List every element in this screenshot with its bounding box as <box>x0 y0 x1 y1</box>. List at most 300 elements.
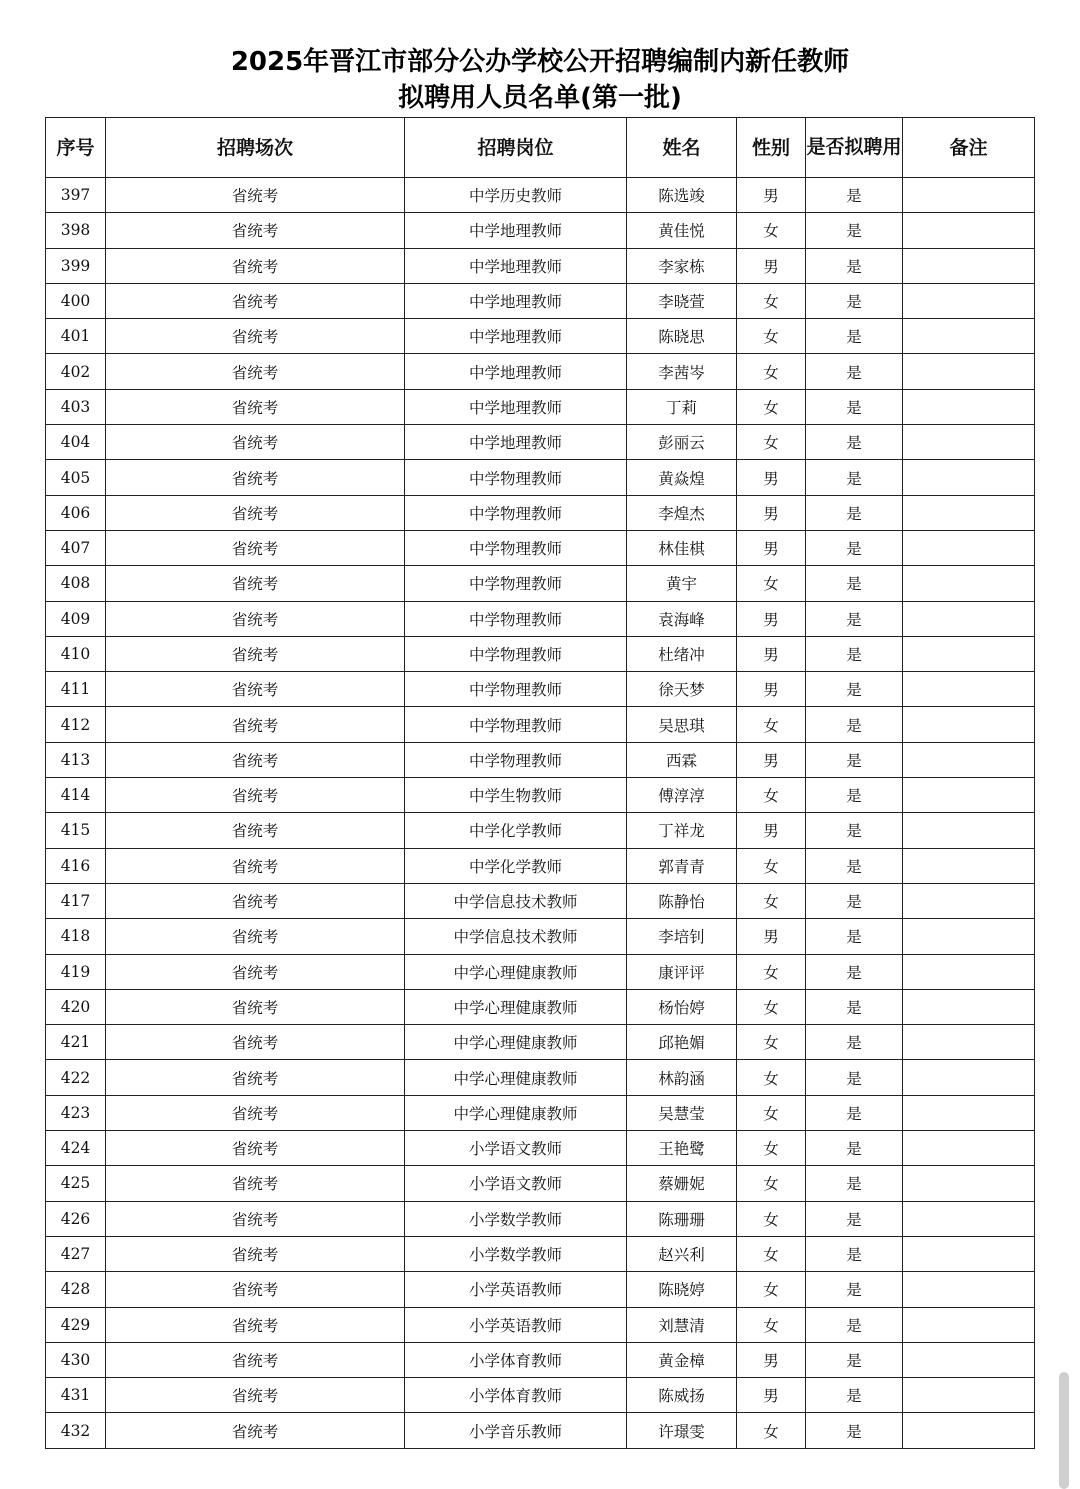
table-row <box>46 883 1035 918</box>
cell-hired: 是 <box>806 530 903 565</box>
cell-session: 省统考 <box>106 566 405 601</box>
cell-remark <box>903 248 1035 283</box>
table-row <box>46 1236 1035 1271</box>
cell-name: 袁海峰 <box>627 601 737 636</box>
cell-session: 省统考 <box>106 1201 405 1236</box>
cell-session: 省统考 <box>106 1378 405 1413</box>
cell-session: 省统考 <box>106 1060 405 1095</box>
table-row <box>46 742 1035 777</box>
cell-remark <box>903 813 1035 848</box>
cell-no: 403 <box>46 389 106 424</box>
cell-hired: 是 <box>806 954 903 989</box>
cell-hired: 是 <box>806 601 903 636</box>
cell-session: 省统考 <box>106 1095 405 1130</box>
cell-name: 陈静怡 <box>627 883 737 918</box>
cell-position: 中学地理教师 <box>405 319 627 354</box>
cell-position: 小学语文教师 <box>405 1131 627 1166</box>
cell-position: 小学体育教师 <box>405 1378 627 1413</box>
cell-name: 黄宇 <box>627 566 737 601</box>
cell-name: 丁祥龙 <box>627 813 737 848</box>
cell-no: 427 <box>46 1236 106 1271</box>
cell-remark <box>903 989 1035 1024</box>
cell-hired: 是 <box>806 178 903 213</box>
cell-gender: 女 <box>737 1025 806 1060</box>
cell-remark <box>903 178 1035 213</box>
cell-hired: 是 <box>806 1095 903 1130</box>
cell-position: 中学地理教师 <box>405 248 627 283</box>
cell-hired: 是 <box>806 248 903 283</box>
cell-no: 416 <box>46 848 106 883</box>
cell-session: 省统考 <box>106 530 405 565</box>
cell-remark <box>903 1307 1035 1342</box>
cell-gender: 女 <box>737 954 806 989</box>
cell-gender: 男 <box>737 601 806 636</box>
cell-position: 中学地理教师 <box>405 213 627 248</box>
cell-no: 431 <box>46 1378 106 1413</box>
cell-hired: 是 <box>806 672 903 707</box>
cell-session: 省统考 <box>106 495 405 530</box>
cell-remark <box>903 354 1035 389</box>
cell-no: 420 <box>46 989 106 1024</box>
header-gender: 性别 <box>737 118 806 178</box>
cell-name: 李家栋 <box>627 248 737 283</box>
cell-hired: 是 <box>806 919 903 954</box>
table-row <box>46 283 1035 318</box>
cell-position: 中学地理教师 <box>405 354 627 389</box>
table-row <box>46 1201 1035 1236</box>
header-remark: 备注 <box>903 118 1035 178</box>
cell-gender: 男 <box>737 248 806 283</box>
header-no: 序号 <box>46 118 106 178</box>
cell-position: 中学物理教师 <box>405 530 627 565</box>
cell-no: 409 <box>46 601 106 636</box>
cell-no: 426 <box>46 1201 106 1236</box>
cell-name: 陈威扬 <box>627 1378 737 1413</box>
cell-remark <box>903 672 1035 707</box>
cell-name: 蔡姗妮 <box>627 1166 737 1201</box>
cell-hired: 是 <box>806 283 903 318</box>
cell-hired: 是 <box>806 1378 903 1413</box>
cell-remark <box>903 319 1035 354</box>
cell-name: 陈晓思 <box>627 319 737 354</box>
cell-position: 中学心理健康教师 <box>405 1095 627 1130</box>
cell-name: 郭青青 <box>627 848 737 883</box>
cell-gender: 女 <box>737 1413 806 1448</box>
cell-no: 422 <box>46 1060 106 1095</box>
cell-no: 404 <box>46 425 106 460</box>
table-row <box>46 495 1035 530</box>
cell-name: 吴慧莹 <box>627 1095 737 1130</box>
cell-gender: 女 <box>737 1095 806 1130</box>
cell-hired: 是 <box>806 425 903 460</box>
cell-position: 中学心理健康教师 <box>405 1060 627 1095</box>
cell-remark <box>903 1060 1035 1095</box>
cell-gender: 女 <box>737 989 806 1024</box>
cell-hired: 是 <box>806 636 903 671</box>
cell-no: 423 <box>46 1095 106 1130</box>
cell-hired: 是 <box>806 1131 903 1166</box>
cell-position: 中学物理教师 <box>405 707 627 742</box>
cell-session: 省统考 <box>106 601 405 636</box>
cell-hired: 是 <box>806 989 903 1024</box>
cell-name: 邱艳媚 <box>627 1025 737 1060</box>
cell-name: 赵兴利 <box>627 1236 737 1271</box>
cell-remark <box>903 848 1035 883</box>
cell-position: 小学英语教师 <box>405 1307 627 1342</box>
cell-gender: 女 <box>737 389 806 424</box>
cell-remark <box>903 1201 1035 1236</box>
cell-name: 陈选竣 <box>627 178 737 213</box>
table-row <box>46 919 1035 954</box>
cell-hired: 是 <box>806 1413 903 1448</box>
cell-remark <box>903 636 1035 671</box>
table-row <box>46 213 1035 248</box>
cell-session: 省统考 <box>106 989 405 1024</box>
cell-name: 李茜岑 <box>627 354 737 389</box>
cell-remark <box>903 778 1035 813</box>
cell-position: 中学物理教师 <box>405 460 627 495</box>
table-row <box>46 178 1035 213</box>
table-row <box>46 707 1035 742</box>
cell-gender: 女 <box>737 354 806 389</box>
cell-no: 414 <box>46 778 106 813</box>
cell-remark <box>903 530 1035 565</box>
cell-no: 413 <box>46 742 106 777</box>
table-body <box>46 178 1035 1449</box>
table-header <box>46 118 1035 178</box>
cell-no: 412 <box>46 707 106 742</box>
cell-position: 小学数学教师 <box>405 1236 627 1271</box>
cell-position: 中学心理健康教师 <box>405 1025 627 1060</box>
cell-hired: 是 <box>806 319 903 354</box>
cell-gender: 女 <box>737 425 806 460</box>
cell-gender: 女 <box>737 1166 806 1201</box>
cell-no: 398 <box>46 213 106 248</box>
cell-position: 中学物理教师 <box>405 495 627 530</box>
cell-gender: 女 <box>737 319 806 354</box>
table-row <box>46 1025 1035 1060</box>
cell-position: 中学地理教师 <box>405 283 627 318</box>
cell-name: 陈珊珊 <box>627 1201 737 1236</box>
cell-no: 402 <box>46 354 106 389</box>
cell-hired: 是 <box>806 1025 903 1060</box>
table-row <box>46 1413 1035 1448</box>
cell-remark <box>903 389 1035 424</box>
cell-position: 中学信息技术教师 <box>405 883 627 918</box>
cell-hired: 是 <box>806 1236 903 1271</box>
cell-position: 中学物理教师 <box>405 601 627 636</box>
cell-session: 省统考 <box>106 813 405 848</box>
cell-position: 中学物理教师 <box>405 636 627 671</box>
cell-no: 399 <box>46 248 106 283</box>
cell-no: 425 <box>46 1166 106 1201</box>
cell-position: 小学体育教师 <box>405 1342 627 1377</box>
cell-remark <box>903 1095 1035 1130</box>
cell-no: 415 <box>46 813 106 848</box>
table-row <box>46 848 1035 883</box>
cell-position: 小学音乐教师 <box>405 1413 627 1448</box>
cell-remark <box>903 1236 1035 1271</box>
cell-gender: 女 <box>737 1236 806 1271</box>
cell-no: 418 <box>46 919 106 954</box>
table-row <box>46 1342 1035 1377</box>
cell-session: 省统考 <box>106 460 405 495</box>
cell-name: 黄佳悦 <box>627 213 737 248</box>
cell-remark <box>903 954 1035 989</box>
cell-session: 省统考 <box>106 778 405 813</box>
cell-session: 省统考 <box>106 1272 405 1307</box>
cell-position: 中学化学教师 <box>405 813 627 848</box>
cell-name: 李煌杰 <box>627 495 737 530</box>
cell-gender: 男 <box>737 813 806 848</box>
cell-no: 411 <box>46 672 106 707</box>
cell-session: 省统考 <box>106 1166 405 1201</box>
cell-position: 中学历史教师 <box>405 178 627 213</box>
cell-name: 傅淳淳 <box>627 778 737 813</box>
table-row <box>46 954 1035 989</box>
cell-hired: 是 <box>806 813 903 848</box>
cell-gender: 女 <box>737 778 806 813</box>
table-row <box>46 672 1035 707</box>
cell-name: 彭丽云 <box>627 425 737 460</box>
header-session: 招聘场次 <box>106 118 405 178</box>
header-position: 招聘岗位 <box>405 118 627 178</box>
cell-name: 林佳棋 <box>627 530 737 565</box>
cell-gender: 女 <box>737 883 806 918</box>
cell-remark <box>903 495 1035 530</box>
cell-remark <box>903 1166 1035 1201</box>
table-row <box>46 425 1035 460</box>
cell-position: 中学信息技术教师 <box>405 919 627 954</box>
cell-hired: 是 <box>806 848 903 883</box>
cell-name: 康评评 <box>627 954 737 989</box>
table-row <box>46 989 1035 1024</box>
cell-no: 406 <box>46 495 106 530</box>
cell-session: 省统考 <box>106 213 405 248</box>
table-row <box>46 248 1035 283</box>
cell-gender: 女 <box>737 566 806 601</box>
cell-remark <box>903 1272 1035 1307</box>
cell-hired: 是 <box>806 707 903 742</box>
cell-gender: 女 <box>737 213 806 248</box>
cell-remark <box>903 707 1035 742</box>
cell-session: 省统考 <box>106 1131 405 1166</box>
cell-session: 省统考 <box>106 672 405 707</box>
cell-hired: 是 <box>806 460 903 495</box>
cell-no: 428 <box>46 1272 106 1307</box>
table-row <box>46 1095 1035 1130</box>
hire-roster-table <box>45 117 1035 1449</box>
cell-hired: 是 <box>806 566 903 601</box>
table-row <box>46 1060 1035 1095</box>
table-row <box>46 354 1035 389</box>
cell-position: 小学英语教师 <box>405 1272 627 1307</box>
cell-hired: 是 <box>806 354 903 389</box>
cell-name: 西霖 <box>627 742 737 777</box>
cell-gender: 男 <box>737 742 806 777</box>
table-row <box>46 1272 1035 1307</box>
table-row <box>46 601 1035 636</box>
table-row <box>46 530 1035 565</box>
cell-name: 许璟雯 <box>627 1413 737 1448</box>
cell-hired: 是 <box>806 1166 903 1201</box>
cell-no: 397 <box>46 178 106 213</box>
cell-gender: 女 <box>737 283 806 318</box>
table-row <box>46 389 1035 424</box>
cell-remark <box>903 919 1035 954</box>
cell-name: 陈晓婷 <box>627 1272 737 1307</box>
cell-hired: 是 <box>806 778 903 813</box>
cell-session: 省统考 <box>106 883 405 918</box>
table-row <box>46 1307 1035 1342</box>
cell-hired: 是 <box>806 1342 903 1377</box>
cell-session: 省统考 <box>106 389 405 424</box>
cell-no: 401 <box>46 319 106 354</box>
cell-name: 徐天梦 <box>627 672 737 707</box>
cell-hired: 是 <box>806 883 903 918</box>
cell-session: 省统考 <box>106 1307 405 1342</box>
table-row <box>46 319 1035 354</box>
cell-session: 省统考 <box>106 1342 405 1377</box>
cell-remark <box>903 213 1035 248</box>
cell-session: 省统考 <box>106 425 405 460</box>
cell-session: 省统考 <box>106 919 405 954</box>
cell-remark <box>903 1413 1035 1448</box>
cell-position: 中学物理教师 <box>405 672 627 707</box>
table-row <box>46 636 1035 671</box>
table-row <box>46 566 1035 601</box>
cell-gender: 女 <box>737 1272 806 1307</box>
cell-no: 429 <box>46 1307 106 1342</box>
table-row <box>46 460 1035 495</box>
cell-no: 430 <box>46 1342 106 1377</box>
cell-hired: 是 <box>806 1060 903 1095</box>
cell-remark <box>903 1378 1035 1413</box>
cell-no: 424 <box>46 1131 106 1166</box>
cell-name: 王艳鹭 <box>627 1131 737 1166</box>
cell-gender: 男 <box>737 460 806 495</box>
cell-gender: 男 <box>737 495 806 530</box>
cell-no: 419 <box>46 954 106 989</box>
cell-gender: 女 <box>737 707 806 742</box>
cell-remark <box>903 601 1035 636</box>
header-hired: 是否拟聘用 <box>806 118 903 178</box>
cell-name: 丁莉 <box>627 389 737 424</box>
table-row <box>46 1378 1035 1413</box>
cell-gender: 男 <box>737 530 806 565</box>
cell-hired: 是 <box>806 213 903 248</box>
cell-gender: 男 <box>737 672 806 707</box>
cell-hired: 是 <box>806 1272 903 1307</box>
cell-remark <box>903 566 1035 601</box>
cell-session: 省统考 <box>106 319 405 354</box>
cell-name: 李晓萱 <box>627 283 737 318</box>
cell-position: 中学化学教师 <box>405 848 627 883</box>
cell-session: 省统考 <box>106 742 405 777</box>
cell-position: 中学物理教师 <box>405 742 627 777</box>
cell-gender: 女 <box>737 1131 806 1166</box>
cell-name: 杨怡婷 <box>627 989 737 1024</box>
cell-position: 中学心理健康教师 <box>405 989 627 1024</box>
cell-position: 中学地理教师 <box>405 425 627 460</box>
cell-session: 省统考 <box>106 1236 405 1271</box>
cell-remark <box>903 883 1035 918</box>
cell-position: 中学物理教师 <box>405 566 627 601</box>
cell-session: 省统考 <box>106 1413 405 1448</box>
cell-position: 中学生物教师 <box>405 778 627 813</box>
cell-remark <box>903 460 1035 495</box>
cell-remark <box>903 283 1035 318</box>
cell-no: 432 <box>46 1413 106 1448</box>
cell-name: 吴思琪 <box>627 707 737 742</box>
table-row <box>46 813 1035 848</box>
cell-gender: 男 <box>737 178 806 213</box>
cell-name: 李培钊 <box>627 919 737 954</box>
cell-gender: 男 <box>737 1342 806 1377</box>
cell-session: 省统考 <box>106 283 405 318</box>
cell-remark <box>903 1025 1035 1060</box>
table-row <box>46 778 1035 813</box>
cell-no: 410 <box>46 636 106 671</box>
cell-no: 421 <box>46 1025 106 1060</box>
cell-session: 省统考 <box>106 248 405 283</box>
cell-session: 省统考 <box>106 707 405 742</box>
document-title-line1: 2025年晋江市部分公办学校公开招聘编制内新任教师 <box>230 47 850 77</box>
cell-no: 417 <box>46 883 106 918</box>
cell-gender: 女 <box>737 1307 806 1342</box>
table-row <box>46 1131 1035 1166</box>
cell-gender: 女 <box>737 1201 806 1236</box>
vertical-scrollbar[interactable] <box>1059 1372 1069 1489</box>
cell-gender: 女 <box>737 848 806 883</box>
cell-remark <box>903 742 1035 777</box>
cell-name: 林韵涵 <box>627 1060 737 1095</box>
cell-session: 省统考 <box>106 954 405 989</box>
header-name: 姓名 <box>627 118 737 178</box>
cell-gender: 男 <box>737 919 806 954</box>
cell-no: 405 <box>46 460 106 495</box>
cell-position: 小学数学教师 <box>405 1201 627 1236</box>
cell-no: 407 <box>46 530 106 565</box>
cell-no: 400 <box>46 283 106 318</box>
cell-name: 杜绪冲 <box>627 636 737 671</box>
cell-hired: 是 <box>806 495 903 530</box>
table-row <box>46 1166 1035 1201</box>
cell-name: 黄金樟 <box>627 1342 737 1377</box>
cell-position: 小学语文教师 <box>405 1166 627 1201</box>
cell-name: 刘慧清 <box>627 1307 737 1342</box>
cell-session: 省统考 <box>106 1025 405 1060</box>
document-title-line2: 拟聘用人员名单(第一批) <box>398 83 682 113</box>
cell-remark <box>903 1342 1035 1377</box>
cell-position: 中学心理健康教师 <box>405 954 627 989</box>
cell-gender: 男 <box>737 636 806 671</box>
cell-session: 省统考 <box>106 636 405 671</box>
cell-session: 省统考 <box>106 178 405 213</box>
cell-session: 省统考 <box>106 354 405 389</box>
cell-session: 省统考 <box>106 848 405 883</box>
cell-name: 黄焱煌 <box>627 460 737 495</box>
cell-hired: 是 <box>806 1201 903 1236</box>
cell-gender: 男 <box>737 1378 806 1413</box>
cell-hired: 是 <box>806 389 903 424</box>
cell-hired: 是 <box>806 1307 903 1342</box>
cell-position: 中学地理教师 <box>405 389 627 424</box>
cell-no: 408 <box>46 566 106 601</box>
cell-remark <box>903 1131 1035 1166</box>
cell-hired: 是 <box>806 742 903 777</box>
cell-gender: 女 <box>737 1060 806 1095</box>
